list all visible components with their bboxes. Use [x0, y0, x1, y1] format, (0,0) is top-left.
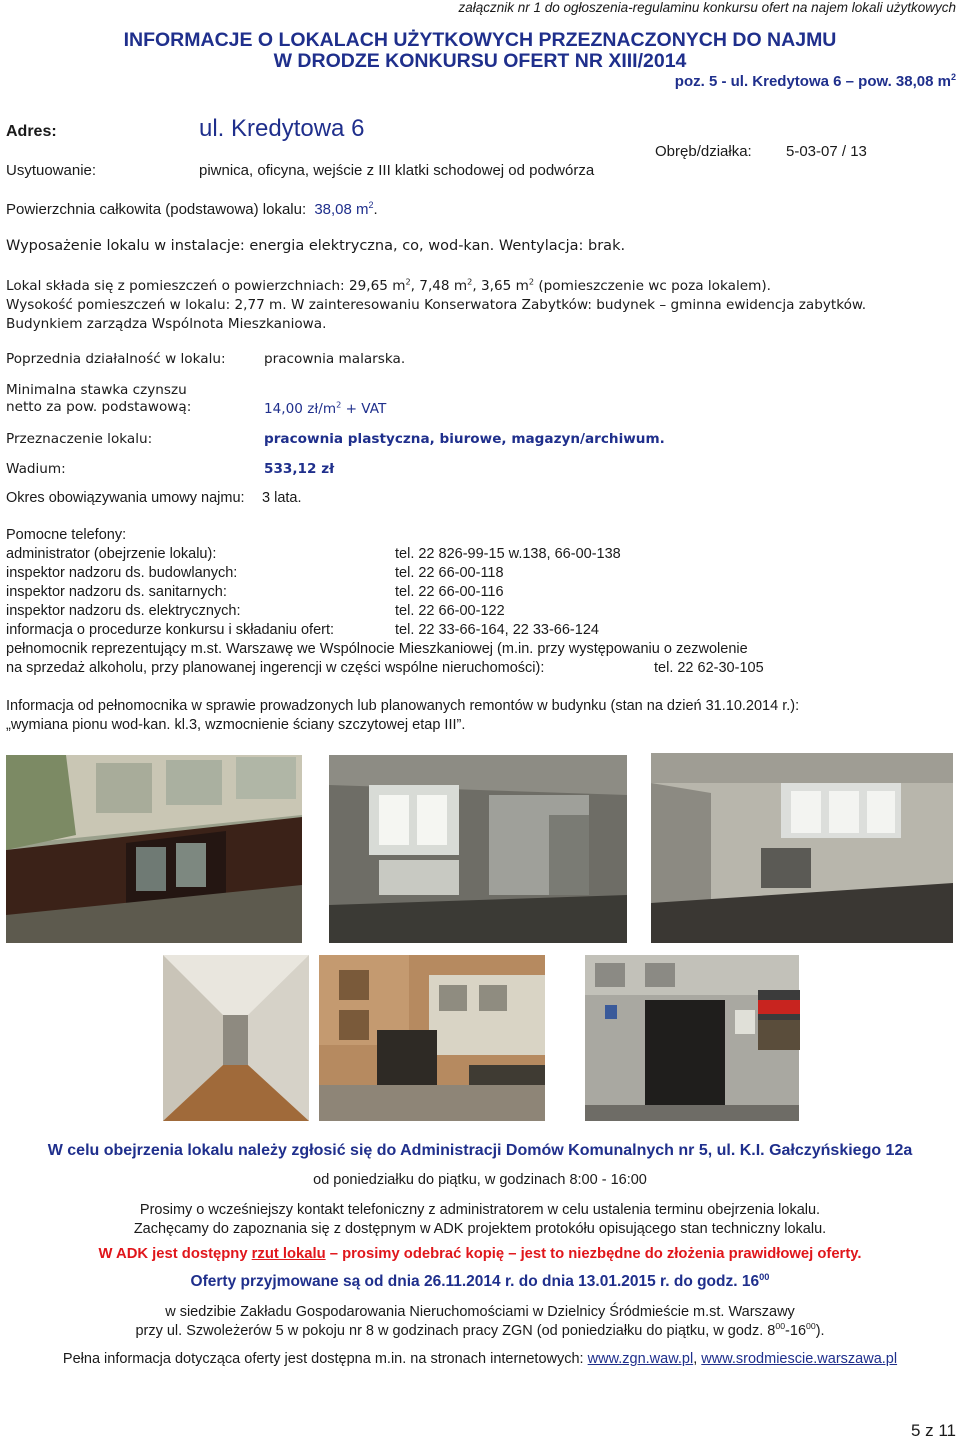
rooms-info: [6, 277, 866, 334]
rooms-line-1: Lokal składa się z pomieszczeń o powierzchniach: 29,65 $m^2$, 7,48 $m^2$, 3,65 $m^2$ (pomieszczenie wc poza lokalem).: [6, 276, 771, 294]
phone-row: inspektor nadzoru ds. elektrycznych: tel. 22 66-00-122: [6, 603, 505, 619]
phone-row: inspektor nadzoru ds. budowlanych: tel. 22 66-00-118: [6, 565, 504, 581]
location-label: Usytuowanie:: [6, 162, 97, 179]
renovation-info: Informacja od pełnomocnika w sprawie prowadzonych lub planowanych remontów w budynku (stan na dzień 31.10.2014 r.): „wymiana pionu wod-kan. kl.3, wzmocnienie ściany szczytowej etap III”.: [6, 698, 800, 733]
previous-activity-value: pracownia malarska.: [264, 351, 406, 367]
photo-corridor: [163, 955, 309, 1121]
min-rate-value: 14,00 $zł/m^2$ + VAT: [264, 399, 387, 417]
deposit-value: 533,12 zł: [264, 461, 335, 477]
adk-info: W celu obejrzenia lokalu należy zgłosić się do Administracji Domów Komunalnych nr 5, ul. K.I. Gałczyńskiego 12a: [47, 1142, 913, 1159]
attachment-note: załącznik nr 1 do ogłoszenia-regulaminu konkursu ofert na najem lokali użytkowych: [458, 0, 956, 15]
photo-building-facade: [6, 755, 302, 943]
floor-plan-link: rzut lokalu: [251, 1246, 326, 1262]
phone-row: administrator (obejrzenie lokalu): tel. 22 826-99-15 w.138, 66-00-138: [6, 546, 621, 562]
plot-value: 5-03-07 / 13: [786, 143, 867, 160]
plot-label: Obręb/działka:: [655, 143, 752, 160]
page-number: 5 z 11: [910, 1421, 956, 1440]
contact-info: Prosimy o wcześniejszy kontakt telefoniczny z administratorem w celu ustalenia terminu obejrzenia lokalu. Zachęcamy do zapoznania się z dostępnym w ADK projektem protokółu opisującego stan techniczny lokalu.: [133, 1202, 827, 1237]
phones-heading: Pomocne telefony:: [6, 527, 127, 543]
title-line-2: W DRODZE KONKURSU OFERT NR XIII/2014: [273, 50, 687, 72]
floor-plan-notice: W ADK jest dostępny rzut lokalu – prosimy odebrać kopię – jest to niezbędne do złożenia prawidłowej oferty.: [98, 1246, 862, 1262]
term-label: Okres obowiązywania umowy najmu:: [6, 490, 245, 506]
phone-row: inspektor nadzoru ds. sanitarnych: tel. 22 66-00-116: [6, 584, 504, 600]
min-rate-label: Minimalna stawka czynszu netto za pow. podstawową:: [6, 382, 192, 415]
rooms-line-2: Wysokość pomieszczeń w lokalu: 2,77 m. W zainteresowaniu Konserwatora Zabytków: budynek – gminna ewidencja zabytków.: [6, 297, 867, 313]
location-value: piwnica, oficyna, wejście z III klatki schodowej od podwórza: [199, 162, 595, 179]
area-row: Powierzchnia całkowita (podstawowa) lokalu: 38,08 $m^2$.: [6, 200, 378, 218]
area-label: Powierzchnia całkowita (podstawowa) lokalu:: [6, 201, 307, 218]
proxy-line-2: na sprzedaż alkoholu, przy planowanej ingerencji w części wspólne nieruchomości): tel. 22 62-30-105: [6, 660, 764, 676]
viewing-hours: od poniedziałku do piątku, w godzinach 8:00 - 16:00: [313, 1172, 647, 1188]
srodmiescie-website-link[interactable]: www.srodmiescie.warszawa.pl: [701, 1351, 898, 1367]
phones-table: [6, 545, 764, 678]
submission-place: w siedzibie Zakładu Gospodarowania Nieruchomościami w Dzielnicy Śródmieście m.st. Warszawy przy ul. Szwoleżerów 5 w pokoju nr 8 w godzinach pracy ZGN (od poniedziałku do piątku, w godz. $8^{00}-16^{00}$).: [135, 1304, 825, 1339]
photo-room-interior-2: [651, 753, 953, 943]
zgn-website-link[interactable]: www.zgn.waw.pl: [587, 1351, 694, 1367]
website-info: Pełna informacja dotycząca oferty jest dostępna m.in. na stronach internetowych: www.zgn.waw.pl, www.srodmiescie.warszawa.pl: [62, 1351, 898, 1367]
phone-row: informacja o procedurze konkursu i składaniu ofert: tel. 22 33-66-164, 22 33-66-124: [6, 622, 599, 638]
area-value: 38,08 $m^2$: [314, 200, 374, 218]
proxy-line-1: pełnomocnik reprezentujący m.st. Warszawę we Wspólnocie Mieszkaniowej (m.in. przy występowaniu o zezwolenie: [6, 641, 748, 657]
equipment-info: Wyposażenie lokalu w instalacje: energia elektryczna, co, wod-kan. Wentylacja: brak.: [6, 238, 626, 254]
photo-shop-sign: [758, 990, 800, 1050]
page-title: [0, 30, 960, 72]
rooms-line-3: Budynkiem zarządza Wspólnota Mieszkaniowa.: [6, 316, 327, 332]
deposit-label: Wadium:: [6, 461, 66, 477]
title-line-1: INFORMACJE O LOKALACH UŻYTKOWYCH PRZEZNACZONYCH DO NAJMU: [123, 29, 837, 51]
photo-room-interior-1: [329, 755, 627, 943]
position-info: poz. 5 - ul. Kredytowa 6 – pow. 38,08 $m^2$: [674, 72, 956, 90]
term-value: 3 lata.: [262, 490, 302, 506]
purpose-value: pracownia plastyczna, biurowe, magazyn/archiwum.: [264, 431, 665, 447]
photo-courtyard-gate: [319, 955, 545, 1121]
address-value: ul. Kredytowa 6: [199, 115, 365, 142]
purpose-label: Przeznaczenie lokalu:: [6, 431, 153, 447]
address-label: Adres:: [6, 123, 57, 140]
previous-activity-label: Poprzednia działalność w lokalu:: [6, 351, 226, 367]
offers-deadline: Oferty przyjmowane są od dnia 26.11.2014 r. do dnia 13.01.2015 r. do godz. $16^{00}$: [190, 1271, 770, 1290]
